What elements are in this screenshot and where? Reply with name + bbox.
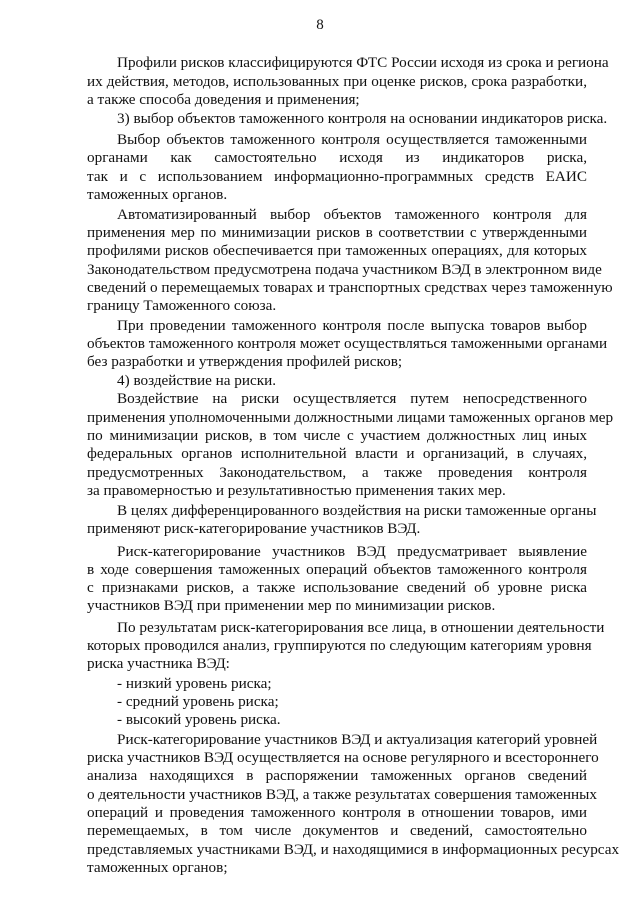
text-line: представляемых участниками ВЭД, и находящимися в информационных ресурсах (87, 841, 620, 858)
list-item: - низкий уровень риска; (117, 675, 272, 692)
text-line: операций и проведения таможенного контроля в отношении товаров, ими (87, 804, 587, 821)
text-line: риска участника ВЭД: (87, 655, 230, 672)
text-line: Профили рисков классифицируются ФТС России исходя из срока и региона (117, 54, 609, 71)
text-line: перемещаемых, в том числе документов и сведений, самостоятельно (87, 822, 587, 839)
text-line: границу Таможенного союза. (87, 297, 277, 314)
text-line: по минимизации рисков, в том числе с участием должностных лиц иных (87, 427, 587, 444)
text-line: таможенных органов; (87, 859, 228, 876)
text-line: сведений о перемещаемых товарах и транспортных средствах через таможенную (87, 279, 613, 296)
text-line: их действия, методов, использованных при оценке рисков, срока разработки, (87, 73, 587, 90)
text-line: Воздействие на риски осуществляется путем непосредственного (117, 390, 587, 407)
text-line: Риск-категорирование участников ВЭД и актуализация категорий уровней (117, 731, 598, 748)
text-line: 4) воздействие на риски. (117, 372, 277, 389)
text-line: с признаками рисков, а также использование сведений об уровне риска (87, 579, 587, 596)
text-line: участников ВЭД при применении мер по минимизации рисков. (87, 597, 496, 614)
text-line: применения мер по минимизации рисков в соответствии с утвержденными (87, 224, 587, 241)
list-item: - средний уровень риска; (117, 693, 279, 710)
text-line: Выбор объектов таможенного контроля осуществляется таможенными (117, 131, 587, 148)
text-line: При проведении таможенного контроля после выпуска товаров выбор (117, 317, 587, 334)
text-line: 3) выбор объектов таможенного контроля на основании индикаторов риска. (117, 110, 608, 127)
page-number: 8 (316, 17, 324, 33)
text-line: Законодательством предусмотрена подача участником ВЭД в электронном виде (87, 261, 602, 278)
text-line: о деятельности участников ВЭД, а также результатах совершения таможенных (87, 786, 597, 803)
text-line: По результатам риск-категорирования все лица, в отношении деятельности (117, 619, 605, 636)
text-line: за правомерностью и результативностью применения таких мер. (87, 482, 506, 499)
text-line: которых проводился анализ, группируются по следующим категориям уровня (87, 637, 592, 654)
text-line: В целях дифференцированного воздействия на риски таможенные органы (117, 502, 597, 519)
text-line: риска участников ВЭД осуществляется на основе регулярного и всестороннего (87, 749, 599, 766)
text-line: Автоматизированный выбор объектов таможенного контроля для (117, 206, 587, 223)
text-line: применения уполномоченными должностными лицами таможенных органов мер (87, 409, 614, 426)
text-line: анализа находящихся в распоряжении таможенных органов сведений (87, 767, 587, 784)
text-line: профилями рисков обеспечивается при таможенных операциях, для которых (87, 242, 587, 259)
text-line: Риск-категорирование участников ВЭД предусматривает выявление (117, 543, 587, 560)
text-line: в ходе совершения таможенных операций объектов таможенного контроля (87, 561, 587, 578)
text-line: федеральных органов исполнительной власти и организаций, в случаях, (87, 445, 587, 462)
text-line: объектов таможенного контроля может осуществляться таможенными органами (87, 335, 608, 352)
text-line: органами как самостоятельно исходя из индикаторов риска, (87, 149, 587, 166)
text-line: таможенных органов. (87, 186, 228, 203)
text-line: а также способа доведения и применения; (87, 91, 360, 108)
text-line: так и с использованием информационно-программных средств ЕАИС (87, 168, 587, 185)
text-line: применяют риск-категорирование участников ВЭД. (87, 520, 421, 537)
list-item: - высокий уровень риска. (117, 711, 281, 728)
text-line: предусмотренных Законодательством, а также проведения контроля (87, 464, 587, 481)
text-line: без разработки и утверждения профилей рисков; (87, 353, 403, 370)
